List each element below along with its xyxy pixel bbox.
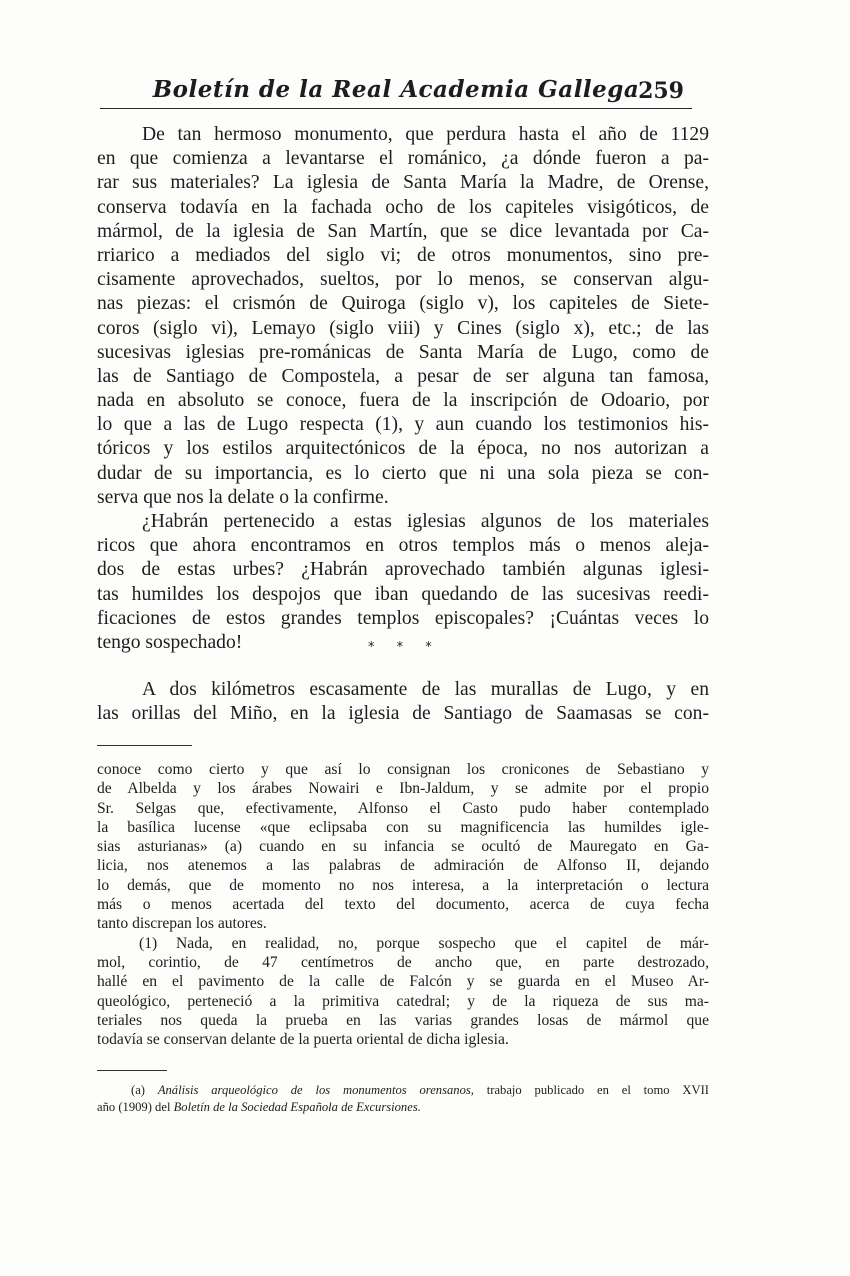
footnote-line: licia, nos atenemos a las palabras de admiración de Alfonso II, dejando (97, 857, 709, 875)
section-separator: * * * (368, 640, 441, 655)
subnote-divider (97, 1070, 167, 1071)
cited-work-title: Análisis arqueológico de los monumentos orensanos, (157, 1083, 474, 1097)
text-line: conserva todavía en la fachada ocho de los capiteles visigóticos, de (97, 196, 709, 218)
text-line: nas piezas: el crismón de Quiroga (siglo v), los capiteles de Siete- (97, 293, 709, 315)
footnote-line: más o menos acertada del texto del documento, acerca de cuya fecha (97, 896, 709, 914)
text-line: nada en absoluto se conoce, fuera de la inscripción de Odoario, por (97, 390, 709, 412)
text-line: las orillas del Miño, en la iglesia de Santiago de Saamasas se con- (97, 703, 709, 725)
text-line: rriarico a mediados del siglo vi; de otros monumentos, sino pre- (97, 244, 709, 266)
footnote-line: lo demás, que de momento no nos interesa, a la interpretación o lectura (97, 876, 709, 894)
subnote (97, 1082, 709, 1116)
subnote-line (97, 1082, 709, 1099)
running-header (100, 74, 692, 109)
text-line: ¿Habrán pertenecido a estas iglesias algunos de los materiales (142, 511, 709, 532)
footnote-line: tanto discrepan los autores. (97, 915, 267, 933)
text-line: ficaciones de estos grandes templos episcopales? ¡Cuántas veces lo (97, 607, 709, 629)
footnote-line: de Albelda y los árabes Nowairi e Ibn-Jaldum, y se admite por el propio (97, 780, 709, 798)
text-line: cisamente aprovechados, sueltos, por lo menos, se conservan algu- (97, 269, 709, 291)
footnote-line: (1) Nada, en realidad, no, porque sospecho que el capitel de már- (139, 934, 709, 952)
main-text-block (97, 123, 709, 655)
text-line: dos de estas urbes? ¿Habrán aprovechado también algunas iglesi- (97, 559, 709, 581)
footnote-line: sias asturianas» (a) cuando en su infancia se ocultó de Mauregato en Ga- (97, 838, 709, 856)
text-line: tengo sospechado! (97, 631, 243, 653)
text-line: rar sus materiales? La iglesia de Santa María la Madre, de Orense, (97, 172, 709, 194)
footnote-divider (97, 745, 192, 746)
text-line: coros (siglo vi), Lemayo (siglo viii) y Cines (siglo x), etc.; de las (97, 317, 709, 339)
text-line: De tan hermoso monumento, que perdura hasta el año de 1129 (142, 124, 709, 145)
text-line: ricos que ahora encontramos en otros templos más o menos aleja- (97, 535, 709, 557)
text-line: mármol, de la iglesia de San Martín, que se dice levantada por Ca- (97, 220, 709, 242)
subnote-text: año (1909) del (97, 1100, 174, 1114)
footnote-line: Sr. Selgas que, efectivamente, Alfonso el Casto pudo haber contemplado (97, 799, 709, 817)
text-line: en que comienza a levantarse el románico, ¿a dónde fueron a pa- (97, 148, 709, 170)
footnote-line: hallé en el pavimento de la calle de Falcón y se guarda en el Museo Ar- (97, 973, 709, 991)
text-line: las de Santiago de Compostela, a pesar de ser alguna tan famosa, (97, 365, 709, 387)
cited-journal-title: Boletín de la Sociedad Española de Excursiones. (173, 1100, 421, 1114)
subnote-marker: (a) (131, 1083, 145, 1097)
text-line: sucesivas iglesias pre-románicas de Santa María de Lugo, como de (97, 341, 709, 363)
footnote-line: todavía se conservan delante de la puerta oriental de dicha iglesia. (97, 1031, 509, 1049)
text-line: dudar de su importancia, es lo cierto que ni una sola pieza se con- (97, 462, 709, 484)
text-line: lo que a las de Lugo respecta (1), y aun cuando los testimonios his- (97, 414, 709, 436)
subnote-text: trabajo publicado en el tomo XVII (473, 1083, 709, 1097)
footnote-line: conoce como cierto y que así lo consignan los cronicones de Sebastiano y (97, 761, 709, 778)
subnote-line (97, 1099, 709, 1116)
text-line: tas humildes los despojos que iban quedando de las sucesivas reedi- (97, 583, 709, 605)
main-text-block-continued (97, 678, 709, 726)
footnotes (97, 760, 709, 1049)
footnote-line: queológico, perteneció a la primitiva catedral; y de la riqueza de sus ma- (97, 992, 709, 1010)
footnote-line: la basílica lucense «que eclipsaba con su magnificencia las humildes igle- (97, 818, 709, 836)
text-line: serva que nos la delate o la confirme. (97, 486, 389, 508)
text-line: tóricos y los estilos arquitectónicos de la época, no nos autorizan a (97, 438, 709, 460)
page-number: 259 (638, 78, 684, 104)
footnote-line: mol, corintio, de 47 centímetros de ancho que, en parte destrozado, (97, 953, 709, 971)
journal-title: Boletín de la Real Academia Gallega (152, 76, 640, 103)
footnote-line: teriales nos queda la prueba en las varias grandes losas de mármol que (97, 1011, 709, 1029)
text-line: A dos kilómetros escasamente de las murallas de Lugo, y en (142, 679, 709, 700)
